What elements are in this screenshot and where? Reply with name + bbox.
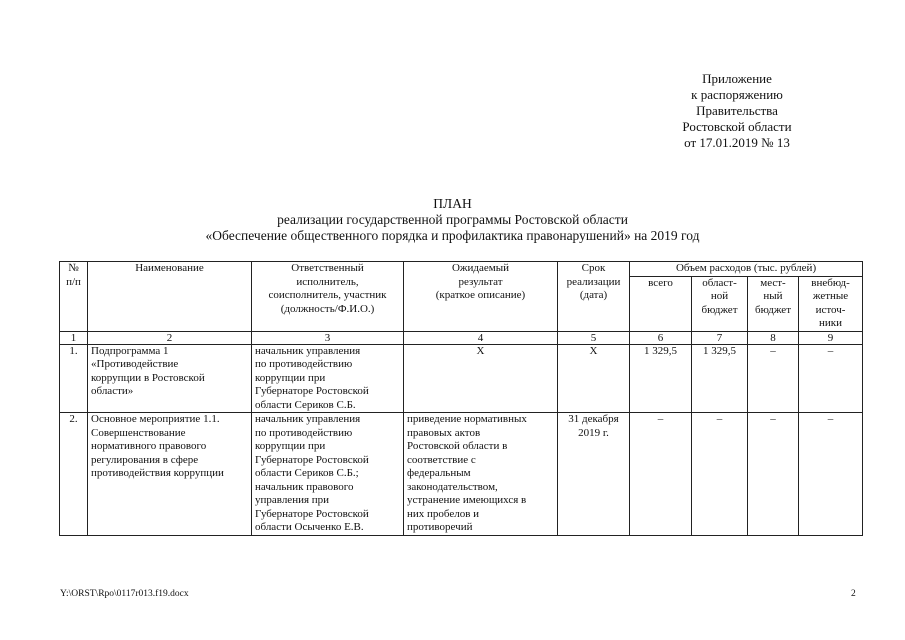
plan-table: [59, 261, 863, 536]
header-regional: област- ной бюджет: [692, 276, 748, 331]
row-num: 2.: [60, 413, 88, 536]
appendix-block: [662, 71, 812, 151]
header-name: Наименование: [88, 262, 252, 332]
row-local: –: [748, 344, 799, 413]
table-row: [60, 413, 863, 536]
header-term: Срок реализации (дата): [558, 262, 630, 332]
col-number: 5: [558, 331, 630, 344]
header-result: Ожидаемый результат (краткое описание): [404, 262, 558, 332]
appendix-line: к распоряжению: [691, 87, 783, 102]
col-number: 3: [252, 331, 404, 344]
row-term: 31 декабря 2019 г.: [558, 413, 630, 536]
row-offbudget: –: [799, 344, 863, 413]
header-row: [60, 262, 863, 277]
header-num: № п/п: [60, 262, 88, 332]
header-total: всего: [630, 276, 692, 331]
col-number: 1: [60, 331, 88, 344]
header-local: мест- ный бюджет: [748, 276, 799, 331]
row-responsible: начальник управления по противодействию коррупции при Губернаторе Ростовской области Сериков С.Б.: [252, 344, 404, 413]
row-responsible: начальник управления по противодействию коррупции при Губернаторе Ростовской области Сериков С.Б.; начальник правового управления при Губернаторе Ростовской области Осыченко Е.В.: [252, 413, 404, 536]
row-num: 1.: [60, 344, 88, 413]
col-number: 9: [799, 331, 863, 344]
row-total: –: [630, 413, 692, 536]
appendix-line: Правительства: [696, 103, 778, 118]
row-name: Подпрограмма 1 «Противодействие коррупции в Ростовской области»: [88, 344, 252, 413]
col-number: 8: [748, 331, 799, 344]
header-responsible: Ответственный исполнитель, соисполнитель, участник (должность/Ф.И.О.): [252, 262, 404, 332]
title-program: «Обеспечение общественного порядка и профилактика правонарушений» на 2019 год: [205, 228, 700, 243]
row-total: 1 329,5: [630, 344, 692, 413]
title-plan: ПЛАН: [433, 196, 472, 211]
document-title: [0, 196, 905, 244]
row-local: –: [748, 413, 799, 536]
col-number: 6: [630, 331, 692, 344]
title-subtitle: реализации государственной программы Ростовской области: [277, 212, 628, 227]
col-number: 2: [88, 331, 252, 344]
header-expenses: Объем расходов (тыс. рублей): [630, 262, 863, 277]
row-regional: –: [692, 413, 748, 536]
header-offbudget: внебюд- жетные источ- ники: [799, 276, 863, 331]
row-offbudget: –: [799, 413, 863, 536]
table-row: [60, 344, 863, 413]
col-number: 7: [692, 331, 748, 344]
row-regional: 1 329,5: [692, 344, 748, 413]
row-result: приведение нормативных правовых актов Ростовской области в соответствие с федеральным законодательством, устранение имеющихся в них пробелов и противоречий: [404, 413, 558, 536]
row-name: Основное мероприятие 1.1. Совершенствование нормативного правового регулирования в сфере противодействия коррупции: [88, 413, 252, 536]
page-number: 2: [851, 589, 856, 599]
row-term: X: [558, 344, 630, 413]
appendix-line: Ростовской области: [682, 119, 792, 134]
row-result: X: [404, 344, 558, 413]
appendix-date: от 17.01.2019 № 13: [684, 135, 790, 150]
appendix-line: Приложение: [702, 71, 772, 86]
col-number: 4: [404, 331, 558, 344]
column-number-row: [60, 331, 863, 344]
footer-file-path: Y:\ORST\Rpo\0117r013.f19.docx: [60, 589, 189, 599]
